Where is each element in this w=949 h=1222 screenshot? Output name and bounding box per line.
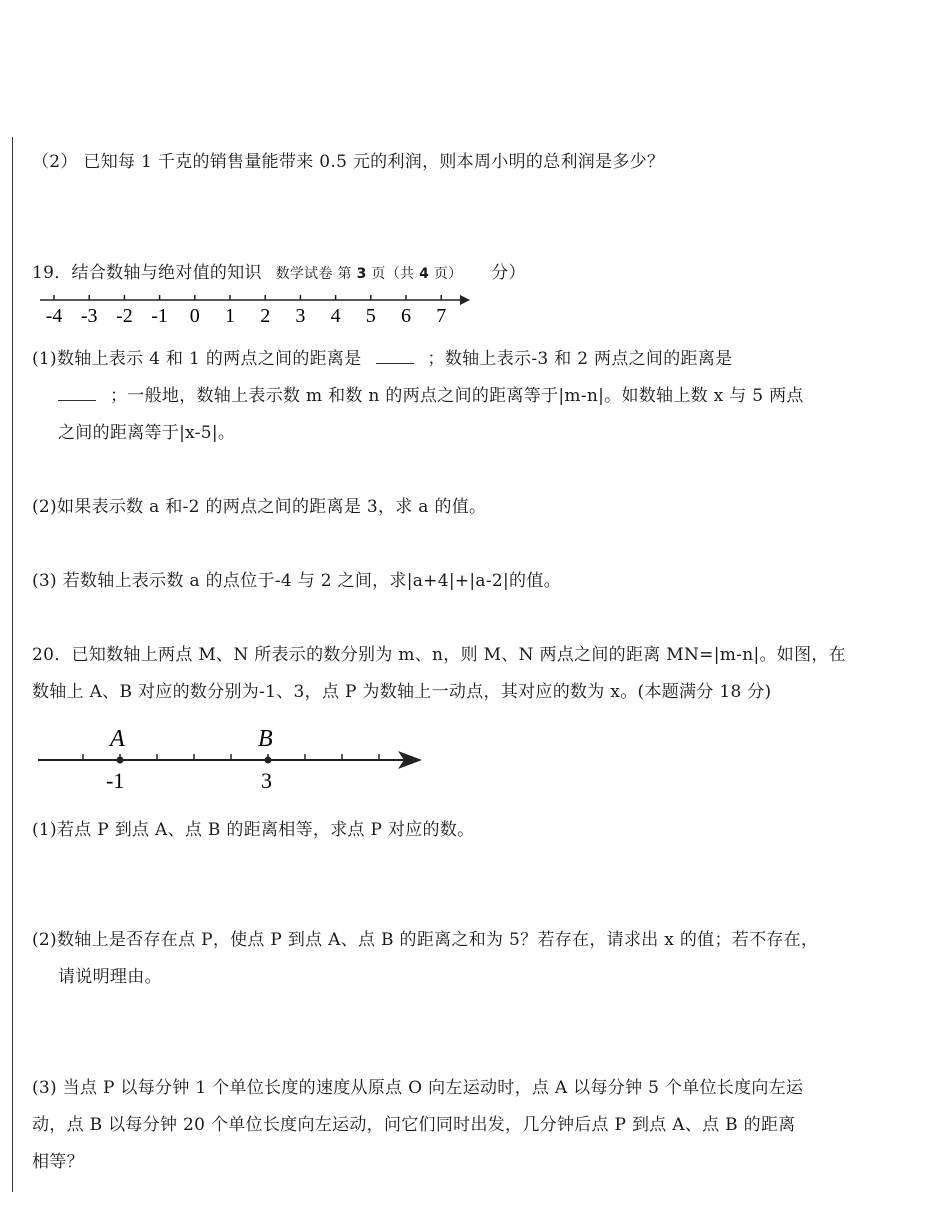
footer-prefix: 数学试卷 第 [275, 266, 352, 282]
q19-p1-text-a: (1)数轴上表示 4 和 1 的两点之间的距离是 [32, 349, 362, 369]
q19-title-text: 19．结合数轴与绝对值的知识 [32, 263, 262, 283]
question-18-part-2: （2） 已知每 1 千克的销售量能带来 0.5 元的利润，则本周小明的总利润是多少？ [32, 152, 665, 172]
q19-part-3: (3) 若数轴上表示数 a 的点位于-4 与 2 之间，求|a+4|+|a-2|的值。 [32, 571, 561, 591]
axis-tick-label: -2 [116, 305, 133, 327]
q20-part-3-line-1: (3) 当点 P 以每分钟 1 个单位长度的速度从原点 O 向左运动时，点 A 以每分钟 5 个单位长度向左运 [32, 1078, 804, 1098]
axis-tick-label: -3 [80, 305, 98, 327]
margin-line [12, 137, 13, 1192]
axis-tick-label: 6 [401, 305, 411, 327]
footer-suffix: 页） [433, 266, 463, 282]
axis-tick-label: -1 [151, 305, 168, 327]
point-b-value: 3 [261, 768, 272, 793]
q19-title-tail: 分） [491, 263, 526, 283]
axis-tick-label: 7 [436, 305, 447, 327]
point-a-value: -1 [106, 768, 125, 793]
number-line-20 [32, 718, 432, 798]
question-19-title [32, 258, 526, 283]
answer-blank-1[interactable] [376, 349, 414, 364]
q19-p1-text-c: ；一般地，数轴上表示数 m 和数 n 的两点之间的距离等于|m-n|。如数轴上数 x 与 5 两点 [110, 386, 804, 406]
point-b-dot [265, 757, 272, 764]
q19-part-1-line-2 [58, 381, 804, 406]
axis-tick-label: 3 [295, 305, 306, 327]
axis-tick-label: -4 [45, 305, 63, 327]
q20-part-2-line-2: 请说明理由。 [58, 967, 162, 987]
axis-tick-label: 5 [365, 305, 376, 327]
q19-part-1-line-1 [32, 344, 732, 369]
footer-total-pages: 4 [419, 266, 430, 282]
q20-part-3-line-3: 相等？ [32, 1152, 84, 1172]
axis-tick-label: 1 [225, 305, 235, 327]
axis-tick-label: 0 [189, 305, 200, 327]
axis-arrow [460, 295, 470, 305]
page-footer [276, 266, 468, 282]
number-line-19 [32, 288, 482, 328]
q19-part-1-line-3: 之间的距离等于|x-5|。 [58, 423, 236, 443]
footer-page-number: 3 [356, 266, 367, 282]
axis-tick-label: 2 [260, 305, 271, 327]
q19-p1-text-b: ；数轴上表示-3 和 2 两点之间的距离是 [427, 349, 733, 369]
q20-intro-line-1: 20．已知数轴上两点 M、N 所表示的数分别为 m、n，则 M、N 两点之间的距离 MN=|m-n|。如图，在 [32, 645, 846, 665]
point-a-dot [117, 757, 124, 764]
point-b-label: B [258, 726, 273, 752]
q20-part-3-line-2: 动，点 B 以每分钟 20 个单位长度向左运动，问它们同时出发，几分钟后点 P 到点 A、点 B 的距离 [32, 1115, 796, 1135]
answer-blank-2[interactable] [58, 386, 96, 401]
q20-part-2-line-1: (2)数轴上是否存在点 P，使点 P 到点 A、点 B 的距离之和为 5？若存在，请求出 x 的值；若不存在， [32, 930, 819, 950]
q20-intro-line-2: 数轴上 A、B 对应的数分别为-1、3，点 P 为数轴上一动点，其对应的数为 x。(本题满分 18 分) [32, 682, 772, 702]
q19-part-2: (2)如果表示数 a 和-2 的两点之间的距离是 3，求 a 的值。 [32, 497, 487, 517]
point-a-label: A [110, 726, 125, 752]
footer-mid: 页（共 [371, 266, 415, 282]
q20-part-1: (1)若点 P 到点 A、点 B 的距离相等，求点 P 对应的数。 [32, 820, 475, 840]
axis-tick-label: 4 [330, 305, 341, 327]
